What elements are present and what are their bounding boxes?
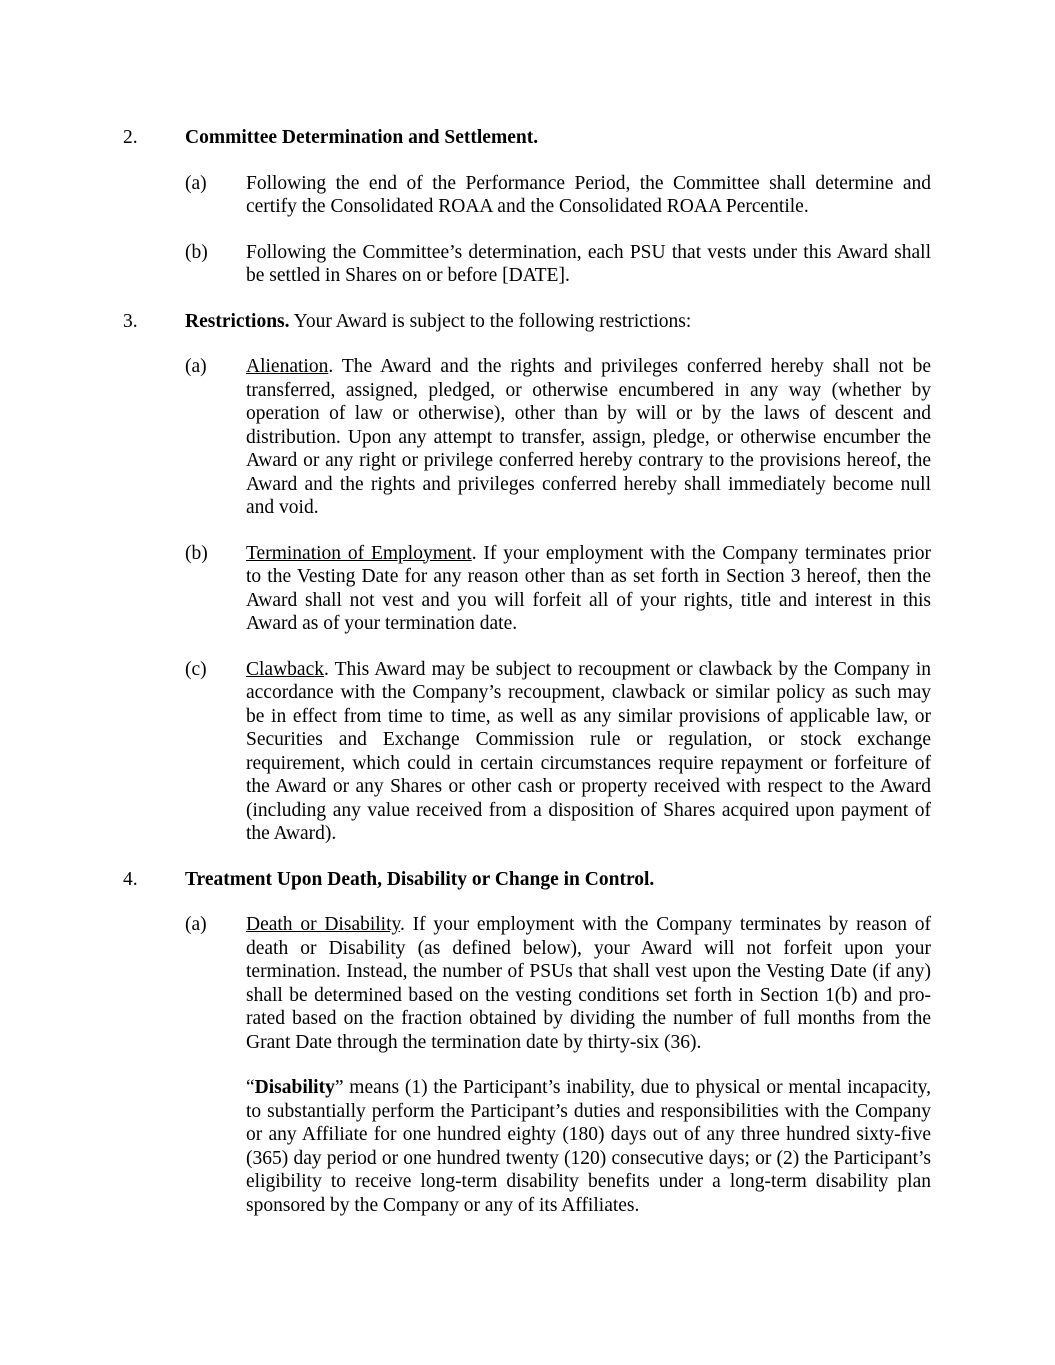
item-text: Following the end of the Performance Period, the Committee shall determine and certify the Consolidated ROAA and the Consolidated ROAA Percentile.	[246, 172, 931, 217]
disability-definition-paragraph	[123, 1076, 931, 1217]
item-text: Death or Disability. If your employment with the Company terminates by reason of death or Disability (as defined below), your Award will not forfeit upon your termination. Instead, the number of PSUs that shall vest upon the Vesting Date (if any) shall be determined based on the vesting conditions set forth in Section 1(b) and pro-rated based on the fraction obtained by dividing the number of full months from the Grant Date through the termination date by thirty-six (36).	[246, 914, 931, 1053]
item-label: (a)	[185, 356, 207, 377]
section-3-heading	[123, 310, 931, 334]
item-text: Clawback. This Award may be subject to recoupment or clawback by the Company in accordance with the Company’s recoupment, clawback or similar policy as such may be in effect from time to time, as well as any similar provisions of applicable law, or Securities and Exchange Commission rule or regulation, or stock exchange requirement, which could in certain circumstances require repayment or forfeiture of the Award or any Shares or other cash or property received with respect to the Award (including any value received from a disposition of Shares acquired upon payment of the Award).	[246, 658, 931, 844]
section-4-heading	[123, 868, 931, 892]
section-2-heading	[123, 126, 931, 150]
section-number: 3.	[123, 310, 138, 332]
definition-text: “Disability” means (1) the Participant’s inability, due to physical or mental incapacity, to substantially perform the Participant’s duties and responsibilities with the Company or any Affiliate for one hundred eighty (180) days out of any three hundred sixty-five (365) day period or one hundred twenty (120) consecutive days; or (2) the Participant’s eligibility to receive long-term disability benefits under a long-term disability plan sponsored by the Company or any of its Affiliates.	[246, 1077, 931, 1216]
item-label: (a)	[185, 914, 207, 935]
section-title: Treatment Upon Death, Disability or Change in Control.	[185, 868, 655, 890]
list-item-2a	[123, 172, 931, 219]
item-label: (b)	[185, 241, 208, 263]
list-item-3c	[123, 658, 931, 846]
section-title: Restrictions. Your Award is subject to the following restrictions:	[185, 310, 692, 332]
item-text: Termination of Employment. If your employment with the Company terminates prior to the Vesting Date for any reason other than as set forth in Section 3 hereof, then the Award shall not vest and you will forfeit all of your rights, title and interest in this Award as of your termination date.	[246, 542, 931, 634]
section-number: 2.	[123, 127, 138, 148]
list-item-3a	[123, 355, 931, 520]
item-label: (c)	[185, 658, 207, 680]
section-number: 4.	[123, 868, 138, 890]
item-label: (b)	[185, 542, 208, 564]
list-item-2b	[123, 241, 931, 288]
item-text: Alienation. The Award and the rights and privileges conferred hereby shall not be transferred, assigned, pledged, or otherwise encumbered in any way (whether by operation of law or otherwise), other than by will or by the laws of descent and distribution. Upon any attempt to transfer, assign, pledge, or otherwise encumber the Award or any right or privilege conferred hereby contrary to the provisions hereof, the Award and the rights and privileges conferred hereby shall immediately become null and void.	[246, 356, 931, 518]
section-title: Committee Determination and Settlement.	[185, 127, 539, 148]
item-text: Following the Committee’s determination, each PSU that vests under this Award shall be settled in Shares on or before [DATE].	[246, 241, 931, 286]
list-item-3b	[123, 542, 931, 636]
item-label: (a)	[185, 172, 207, 194]
list-item-4a	[123, 913, 931, 1054]
